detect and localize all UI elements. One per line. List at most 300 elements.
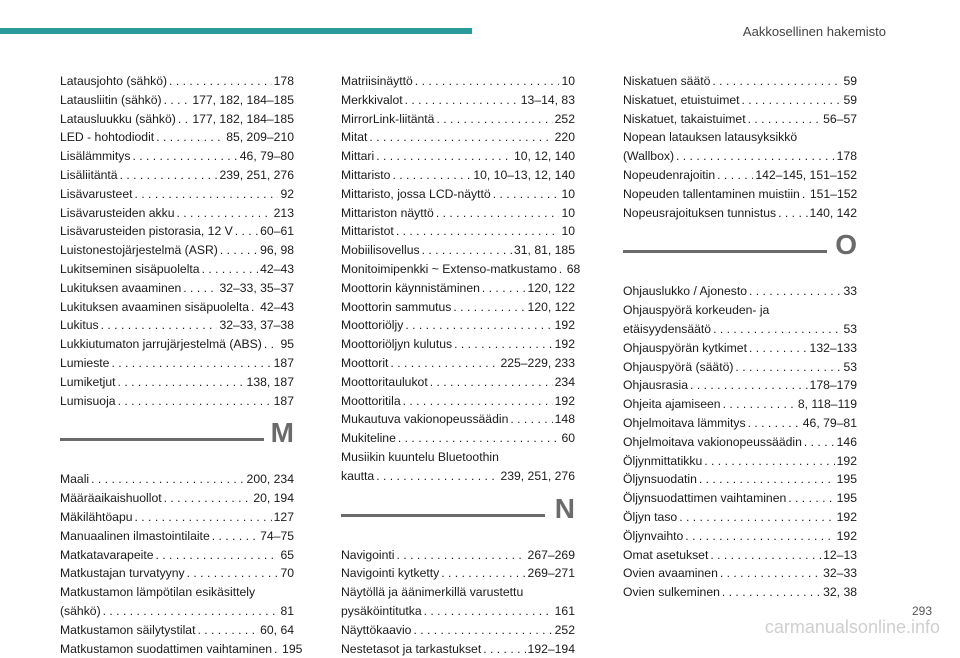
index-entry-row [60,166,294,185]
dot-leader [264,335,279,354]
index-entry-row [623,185,857,204]
index-column-1 [60,72,303,658]
dot-leader [720,564,821,583]
index-entry [60,298,294,317]
index-entry-row [623,395,857,414]
index-entry-label: Niskatuet, etuistuimet [623,92,740,107]
index-entry-label: Lukkiutumaton jarrujärjestelmä (ABS) [60,337,262,352]
index-entry-pages: 195 [282,641,303,656]
index-entry-row [60,354,294,373]
index-entry [341,128,575,147]
dot-leader [742,91,842,110]
index-entry-row [341,91,575,110]
index-entry [341,429,575,448]
index-entry [623,433,857,452]
index-entry-label: Ohjauspyörä korkeuden- ja [623,303,770,318]
dot-leader [510,410,552,429]
index-entry [623,470,857,489]
index-entry-label: Latausjohto (sähkö) [60,74,168,88]
index-entry-pages: 31, 81, 185 [514,243,575,258]
dot-leader [103,602,279,621]
index-entry [341,260,581,279]
index-entry-row [341,166,575,185]
index-entry-row [623,282,857,301]
index-entry [60,279,294,298]
header-title: Aakkosellinen hakemisto [742,24,886,39]
index-entry-row [60,640,303,658]
dot-leader [405,91,519,110]
index-entry [60,260,294,279]
dot-leader [802,185,808,204]
index-entry [341,448,575,486]
index-entry-row [341,467,575,486]
index-entry-label: Niskatuet, takaistuimet [623,111,746,126]
index-entry-label: Lisävarusteiden akku [60,205,175,220]
index-entry [341,241,575,260]
index-entry-label: kautta [341,468,375,483]
dot-leader [390,354,498,373]
index-entry-pages: 10 [561,74,575,88]
dot-leader [454,335,553,354]
index-entry-row [60,470,294,489]
index-entry [623,301,857,339]
index-entry-row [341,128,575,147]
index-entry-row [341,316,575,335]
index-entry [341,166,575,185]
index-entry-pages: 252 [554,622,575,637]
watermark: carmanualsonline.info [764,617,940,637]
index-entry [623,489,857,508]
index-entry-label: Luistonestojärjestelmä (ASR) [60,243,218,258]
index-entry-pages: 177, 182, 184–185 [192,111,294,126]
index-entry-pages: 33 [843,284,857,299]
dot-leader [251,298,258,317]
index-entry-row [60,621,294,640]
index-entry-label: Monitoimipenkki ~ Extenso-matkustamo [341,261,557,276]
index-entry [341,621,575,640]
entry-list [623,72,857,222]
index-entry-pages: 239, 251, 276 [219,167,294,182]
dot-leader [441,564,525,583]
index-entry [623,452,857,471]
index-entry-pages: 85, 209–210 [226,130,294,145]
index-entry [60,204,294,223]
index-entry-pages: 42–43 [260,299,294,314]
index-entry-label: Mittari [341,149,375,164]
index-entry [623,204,857,223]
dot-leader [135,185,279,204]
index-entry-pages: 192 [554,393,575,408]
index-entry-label: Navigointi kytketty [341,566,440,581]
dot-leader [699,470,835,489]
index-entry-pages: 59 [843,74,857,88]
index-entry [60,640,303,658]
dot-leader [398,429,560,448]
index-entry [341,316,575,335]
index-entry-label: Näyttökaavio [341,622,412,637]
index-entry [341,335,575,354]
index-entry [623,128,857,166]
dot-leader [679,508,834,527]
index-entry-row [623,508,857,527]
dot-leader [424,602,553,621]
index-entry-pages: 187 [273,393,294,408]
index-entry [623,72,857,91]
index-entry-label: MirrorLink-liitäntä [341,111,435,126]
index-entry-label: Mittaristot [341,224,394,239]
index-entry-row [60,489,294,508]
index-entry-pages: 32–33 [823,566,857,581]
dot-leader [405,316,552,335]
index-entry-label: Ohjauslukko / Ajonesto [623,284,747,299]
index-entry-pages: 178–179 [809,378,857,393]
index-entry-label: Omat asetukset [623,547,709,562]
index-entry-row [623,414,857,433]
index-entry-pages: 59 [843,92,857,107]
index-entry-pages: 10 [561,186,575,201]
index-entry-pages: 46, 79–80 [239,149,294,164]
index-entry-label: Merkkivalot [341,92,403,107]
index-entry [60,110,294,129]
dot-leader [392,166,471,185]
dot-leader [804,433,835,452]
index-entry-pages: 269–271 [527,566,575,581]
index-entry-label: Latausliitin (sähkö) [60,92,162,107]
index-entry-row [623,433,857,452]
index-entry [341,354,575,373]
index-entry-label: Lisälämmitys [60,149,131,164]
index-entry-row [341,72,575,91]
index-entry-label: Mobiilisovellus [341,243,420,258]
index-entry-label: Nopeudenrajoitin [623,167,716,182]
index-entry-label: Mittariston näyttö [341,205,434,220]
index-entry-pages: 140, 142 [809,205,857,220]
index-entry-row [60,91,294,110]
index-entry-row [623,320,857,339]
index-entry-pages: 60–61 [260,224,294,239]
index-entry-row [341,204,575,223]
index-entry [60,508,294,527]
index-entry-pages: 200, 234 [246,472,294,487]
index-entry [60,527,294,546]
dot-leader [422,241,512,260]
index-entry-row [623,166,857,185]
index-entry-label: Ohjausrasia [623,378,689,393]
index-entry-label: Manuaalinen ilmastointilaite [60,528,210,543]
index-entry-label: Latausluukku (sähkö) [60,111,176,126]
index-entry-pages: 96, 98 [260,243,294,258]
index-entry [60,241,294,260]
dot-leader [710,546,821,565]
index-entry-pages: 192 [554,318,575,333]
index-column-2 [341,72,581,658]
index-entry [60,583,294,621]
index-entry-pages: 148 [554,412,575,427]
dot-leader [187,564,279,583]
dot-leader [723,395,796,414]
dot-leader [748,110,822,129]
index-entry-label: Ovien sulkeminen [623,585,720,600]
index-entry-pages: 120, 122 [527,299,575,314]
index-entry-label: Ohjelmoitava lämmitys [623,415,746,430]
index-entry-label: Lumieste [60,355,110,370]
dot-leader [202,260,259,279]
dot-leader [559,260,565,279]
section-divider [341,514,545,517]
index-entry-pages: 138, 187 [246,374,294,389]
index-entry-label: LED - hohtodiodit [60,130,155,145]
index-entry-row [341,335,575,354]
index-entry-row [341,621,575,640]
dot-leader [483,640,525,658]
dot-leader [722,583,821,602]
dot-leader [690,376,808,395]
dot-leader [164,91,191,110]
index-entry-pages: 53 [843,321,857,336]
index-entry [341,583,575,621]
index-entry-label: Mitat [341,130,368,145]
entry-list [341,72,581,486]
dot-leader [430,373,553,392]
section-header-o [623,222,857,282]
index-entry-row [623,110,857,129]
index-entry-label: Matkustamon suodattimen vaihtaminen [60,641,273,656]
index-entry [623,358,857,377]
index-entry-pages: 267–269 [527,547,575,562]
dot-leader [164,489,252,508]
index-entry [60,564,294,583]
dot-leader [685,527,834,546]
index-entry-row [60,204,294,223]
index-entry-row [341,429,575,448]
index-entry-row [623,546,857,565]
index-entry-row [341,185,575,204]
index-entry-row [623,583,857,602]
index-entry [623,282,857,301]
index-entry-pages: 127 [273,509,294,524]
entry-list [341,546,575,658]
index-entry-row [60,185,294,204]
index-entry-row [60,373,294,392]
index-entry-label: Ovien avaaminen [623,566,718,581]
dot-leader [717,166,753,185]
dot-leader [156,546,279,565]
dot-leader [413,621,552,640]
index-entry-row [341,354,575,373]
index-entry-label: Lukituksen avaaminen sisäpuolelta [60,299,250,314]
index-entry-label: Lukituksen avaaminen [60,280,182,295]
index-entry-row [60,260,294,279]
index-entry [341,147,575,166]
index-entry [623,527,857,546]
index-entry-row [60,222,294,241]
dot-leader [91,470,244,489]
index-entry-row [341,392,575,411]
index-entry-row [623,358,857,377]
section-header-n [341,486,575,546]
dot-leader [101,316,218,335]
index-entry-row [60,72,294,91]
index-entry-label: etäisyydensäätö [623,321,712,336]
index-entry [341,373,575,392]
index-entry-label: Niskatuen säätö [623,74,711,88]
dot-leader [183,279,217,298]
index-entry [341,298,575,317]
index-entry-row [341,222,575,241]
index-entry-label: Ohjelmoitava vakionopeussäädin [623,434,802,449]
index-entry [341,640,575,658]
index-entry-pages: 10, 12, 140 [514,149,575,164]
index-entry-label: Maali [60,472,90,487]
index-entry-label: Ohjauspyörä (säätö) [623,359,734,374]
index-entry-pages: 225–229, 233 [500,355,575,370]
index-entry-pages: 252 [554,111,575,126]
index-entry [60,91,294,110]
dot-leader [415,72,560,91]
dot-leader [676,147,835,166]
index-entry-pages: 60, 64 [260,622,294,637]
index-entry-label: Moottoritaulukot [341,374,428,389]
index-entry-label: Nestetasot ja tarkastukset [341,641,482,656]
index-entry [341,91,575,110]
index-entry-pages: 74–75 [260,528,294,543]
index-entry-row [341,410,575,429]
index-entry-label: Öljyn taso [623,509,678,524]
index-entry-pages: 12–13 [823,547,857,562]
index-entry-pages: 178 [836,149,857,164]
dot-leader [778,204,807,223]
index-entry-label: (Wallbox) [623,149,675,164]
index-entry-pages: 187 [273,355,294,370]
index-entry-row [623,72,857,91]
index-entry [60,546,294,565]
index-entry-label: Öljynvaihto [623,528,684,543]
index-entry-row [341,373,575,392]
index-entry-label: Matkatavarapeite [60,547,154,562]
index-entry-label: Navigointi [341,547,395,562]
index-entry [623,414,857,433]
index-entry-pages: 81 [280,603,294,618]
index-entry [341,410,575,429]
dot-leader [788,489,834,508]
index-entry-row [341,602,575,621]
dot-leader [177,204,272,223]
index-entry [623,583,857,602]
index-entry-label: Öljynmittatikku [623,453,703,468]
index-entry [341,185,575,204]
index-entry-pages: 239, 251, 276 [500,468,575,483]
entry-list [60,72,294,410]
dot-leader [132,147,237,166]
index-entry [341,222,575,241]
index-entry-label: Lisävarusteiden pistorasia, 12 V [60,224,233,239]
index-entry-label: Matriisinäyttö [341,74,413,88]
index-entry-pages: 32, 38 [823,585,857,600]
index-entry-label: Nopeusrajoituksen tunnistus [623,205,777,220]
index-entry-row [60,147,294,166]
index-entry [341,564,575,583]
section-letter: O [835,229,857,261]
dot-leader [397,546,526,565]
dot-leader [713,320,841,339]
index-entry-label: Määräaikaishuollot [60,491,162,506]
index-entry-row [341,298,575,317]
index-entry-pages: 60 [561,431,575,446]
index-entry-pages: 220 [554,130,575,145]
dot-leader [135,508,272,527]
dot-leader [436,204,560,223]
index-entry-row [60,392,294,411]
index-entry-pages: 95 [280,337,294,352]
index-entry [623,91,857,110]
index-entry-label: Lukitseminen sisäpuolelta [60,261,200,276]
index-entry-pages: 192 [836,509,857,524]
index-entry [623,185,857,204]
index-entry-pages: 10 [561,205,575,220]
index-entry-label: Mäkilähtöapu [60,509,133,524]
index-entry-row [623,339,857,358]
dot-leader [453,298,525,317]
index-entry-label: Lumiketjut [60,374,116,389]
index-entry-row [60,279,294,298]
section-letter: M [270,417,294,449]
dot-leader [169,72,272,91]
index-entry-label: Mittaristo, jossa LCD-näyttö [341,186,491,201]
dot-leader [493,185,560,204]
index-entry-row [623,91,857,110]
index-entry-pages: 42–43 [260,261,294,276]
index-entry [623,339,857,358]
index-entry-label: Lumisuoja [60,393,116,408]
index-entry-label: pysäköintitutka [341,603,422,618]
dot-leader [178,110,190,129]
index-entry-pages: 192 [554,337,575,352]
dot-leader [749,339,808,358]
index-entry-pages: 65 [280,547,294,562]
index-entry-pages: 53 [843,359,857,374]
index-entry-row [623,470,857,489]
index-entry-row [341,110,575,129]
index-entry-label: (sähkö) [60,603,101,618]
index-entry-row [60,546,294,565]
index-entry-label: Ohjeita ajamiseen [623,397,721,412]
index-entry [623,508,857,527]
index-entry-label: Nopean latauksen latausyksikkö [623,130,798,145]
dot-leader [749,282,841,301]
dot-leader [482,279,526,298]
index-entry-row [60,316,294,335]
index-entry-label: Matkustajan turvatyyny [60,566,185,581]
index-entry-pages: 177, 182, 184–185 [192,92,294,107]
index-entry-label: Mukiteline [341,431,396,446]
index-entry-row [341,640,575,658]
index-entry [60,373,294,392]
index-entry-pages: 161 [554,603,575,618]
index-entry-label: Lukitus [60,318,99,333]
index-entry-pages: 234 [554,374,575,389]
index-entry-row [60,527,294,546]
index-entry-pages: 195 [836,491,857,506]
index-entry-pages: 92 [280,186,294,201]
index-entry-label: Ohjauspyörän kytkimet [623,340,747,355]
index-entry-label: Lisävarusteet [60,186,133,201]
index-entry [60,621,294,640]
index-entry-label: Matkustamon lämpötilan esikäsittely [60,585,256,600]
index-entry-label: Moottorin käynnistäminen [341,280,480,295]
index-entry-label: Lisäliitäntä [60,167,118,182]
index-entry [60,222,294,241]
dot-leader [748,414,801,433]
